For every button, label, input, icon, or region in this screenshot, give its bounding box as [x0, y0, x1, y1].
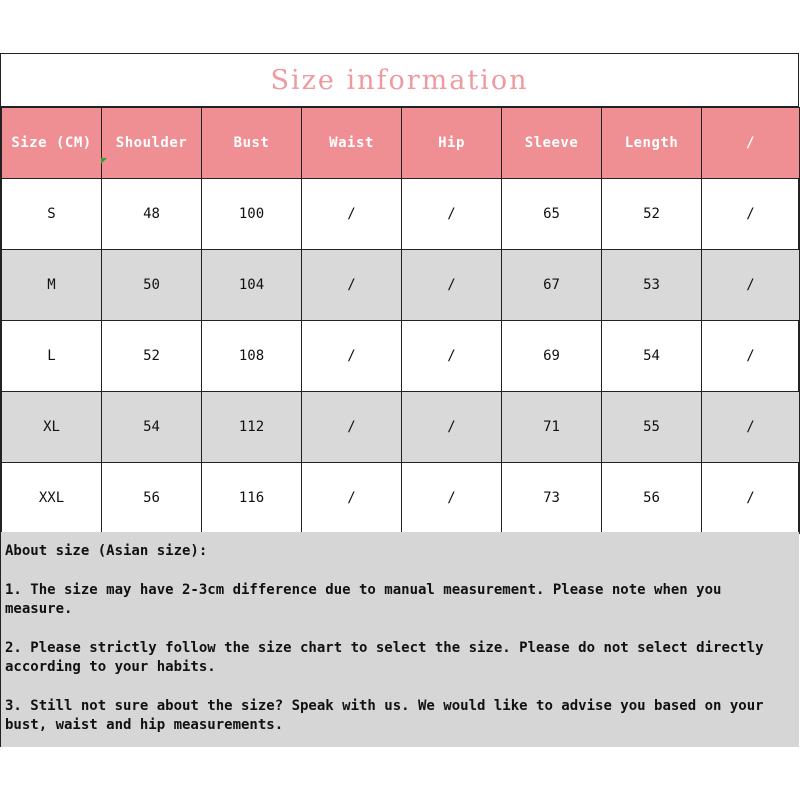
header-row	[2, 108, 800, 179]
cell-hip: /	[402, 321, 502, 392]
cell-bust: 100	[202, 179, 302, 250]
cell-waist: /	[302, 250, 402, 321]
table-row	[2, 463, 800, 534]
size-chart-sheet	[0, 53, 799, 747]
cell-shoulder: 56	[102, 463, 202, 534]
cell-shoulder: 50	[102, 250, 202, 321]
title-row	[1, 54, 798, 107]
cell-hip: /	[402, 179, 502, 250]
chart-title: Size information	[270, 64, 529, 96]
table-row	[2, 250, 800, 321]
cell-extra: /	[702, 463, 800, 534]
cell-shoulder: 54	[102, 392, 202, 463]
cell-extra: /	[702, 250, 800, 321]
cell-bust: 116	[202, 463, 302, 534]
cell-length: 54	[602, 321, 702, 392]
cell-bust: 108	[202, 321, 302, 392]
cell-sleeve: 71	[502, 392, 602, 463]
cell-length: 52	[602, 179, 702, 250]
header-hip: Hip	[402, 108, 502, 179]
cell-length: 53	[602, 250, 702, 321]
cell-waist: /	[302, 392, 402, 463]
cell-size: L	[2, 321, 102, 392]
note-item: 1. The size may have 2-3cm difference due to manual measurement. Please note when you measure.	[5, 582, 722, 617]
header-size: Size (CM)	[2, 108, 102, 179]
cell-shoulder: 48	[102, 179, 202, 250]
cell-sleeve: 73	[502, 463, 602, 534]
header-extra: /	[702, 108, 800, 179]
cell-hip: /	[402, 250, 502, 321]
cell-shoulder: 52	[102, 321, 202, 392]
note-item: 2. Please strictly follow the size chart to select the size. Please do not select directly according to your habits.	[5, 640, 764, 675]
cell-extra: /	[702, 179, 800, 250]
cell-size: S	[2, 179, 102, 250]
cell-extra: /	[702, 321, 800, 392]
header-length: Length	[602, 108, 702, 179]
table-row	[2, 392, 800, 463]
header-sleeve: Sleeve	[502, 108, 602, 179]
header-bust: Bust	[202, 108, 302, 179]
cell-size: XXL	[2, 463, 102, 534]
note-item: 3. Still not sure about the size? Speak with us. We would like to advise you based on your bust, waist and hip measurements.	[5, 698, 764, 733]
header-waist: Waist	[302, 108, 402, 179]
size-table	[1, 107, 800, 534]
cell-size: XL	[2, 392, 102, 463]
cell-hip: /	[402, 392, 502, 463]
table-row	[2, 321, 800, 392]
table-row	[2, 179, 800, 250]
cell-sleeve: 69	[502, 321, 602, 392]
cell-marker	[101, 158, 107, 164]
header-shoulder: Shoulder	[102, 108, 202, 179]
cell-waist: /	[302, 321, 402, 392]
cell-bust: 112	[202, 392, 302, 463]
cell-hip: /	[402, 463, 502, 534]
notes-heading: About size (Asian size):	[5, 543, 208, 559]
cell-waist: /	[302, 179, 402, 250]
cell-waist: /	[302, 463, 402, 534]
cell-sleeve: 65	[502, 179, 602, 250]
cell-bust: 104	[202, 250, 302, 321]
size-notes	[1, 532, 799, 747]
cell-extra: /	[702, 392, 800, 463]
cell-size: M	[2, 250, 102, 321]
cell-length: 56	[602, 463, 702, 534]
cell-length: 55	[602, 392, 702, 463]
cell-sleeve: 67	[502, 250, 602, 321]
